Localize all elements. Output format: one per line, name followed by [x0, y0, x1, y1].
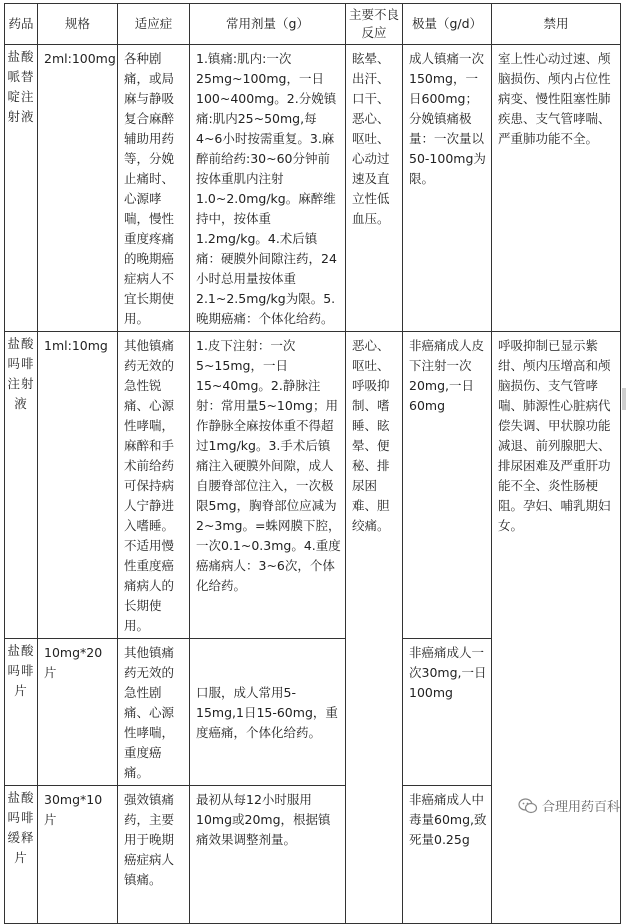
dose-cell: 1.镇痛:肌内:一次25mg~100mg，一日100~400mg。2.分娩镇痛:肌内25~50mg,每4~6小时按需重复。3.麻醉前给药:30~60分钟前按体重肌内注射1.0~2.0mg/kg。麻醉维持中，按体重1.2mg/kg。4.术后镇痛：硬膜外间隙注药，24小时总用量按体重2.1~2.5mg/kg为限。5.晚期癌痛：个体化给药。: [190, 45, 346, 332]
header-max: 极量（g/d）: [403, 4, 492, 45]
drug-table: [4, 3, 621, 924]
contra-cell: 呼吸抑制已显示紫绀、颅内压增高和颅脑损伤、支气管哮喘、肺源性心脏病代偿失调、甲状腺功能减退、前列腺肥大、排尿困难及严重肝功能不全、炎性肠梗阻。孕妇、哺乳期妇女。: [492, 332, 621, 924]
table-row: [5, 332, 621, 639]
header-indication: 适应症: [118, 4, 190, 45]
adverse-cell: 眩晕、出汗、口干、恶心、呕吐、心动过速及直立性低血压。: [346, 45, 403, 332]
header-spec: 规格: [38, 4, 118, 45]
indication-cell: 其他镇痛药无效的急性剧痛、心源性哮喘，重度癌痛。: [118, 639, 190, 786]
drug-name: 盐酸哌替啶注射液: [5, 45, 38, 332]
drug-name: 盐酸吗啡缓释片: [5, 786, 38, 924]
drug-name: 盐酸吗啡片: [5, 639, 38, 786]
max-cell: 非癌痛成人一次30mg,一日100mg: [403, 639, 492, 786]
spec-cell: 10mg*20片: [38, 639, 118, 786]
spec-cell: 1ml:10mg: [38, 332, 118, 639]
watermark: [518, 796, 620, 815]
max-cell: 成人镇痛一次150mg，一日600mg；分娩镇痛极量：一次量以50-100mg为限。: [403, 45, 492, 332]
table-row: [5, 45, 621, 332]
dose-cell: 最初从每12小时服用10mg或20mg，根据镇痛效果调整剂量。: [190, 786, 346, 924]
max-cell: 非癌痛成人皮下注射一次20mg,一日60mg: [403, 332, 492, 639]
header-contra: 禁用: [492, 4, 621, 45]
spec-cell: 30mg*10片: [38, 786, 118, 924]
indication-cell: 其他镇痛药无效的急性锐痛、心源性哮喘，麻醉和手术前给药可保持病人宁静进入嗜睡。不适用慢性重度癌痛病人的长期使用。: [118, 332, 190, 639]
contra-cell: 室上性心动过速、颅脑损伤、颅内占位性病变、慢性阻塞性肺疾患、支气管哮喘、严重肺功能不全。: [492, 45, 621, 332]
spec-cell: 2ml:100mg: [38, 45, 118, 332]
indication-cell: 各种剧痛，或局麻与静吸复合麻醉辅助用药等，分娩止痛时、心源哮喘，慢性重度疼痛的晚期癌症病人不宜长期使用。: [118, 45, 190, 332]
header-drug: 药品: [5, 4, 38, 45]
watermark-text: 合理用药百科: [541, 800, 620, 815]
header-dose: 常用剂量（g）: [190, 4, 346, 45]
scrollbar[interactable]: [622, 388, 626, 410]
dose-cell: 1.皮下注射：一次5~15mg，一日15~40mg。2.静脉注射：常用量5~10mg；用作静脉全麻按体重不得超过1mg/kg。3.手术后镇痛注入硬膜外间隙，成人自腰脊部位注入，一次极限5mg，胸脊部位应减为2~3mg。=蛛网膜下腔，一次0.1~0.3mg。4.重度癌痛病人：3~6次，个体化给药。: [190, 332, 346, 639]
adverse-cell: 恶心、呕吐、呼吸抑制、嗜睡、眩晕、便秘、排尿困难、胆绞痛。: [346, 332, 403, 924]
wechat-icon: [518, 798, 538, 814]
drug-name: 盐酸吗啡注射液: [5, 332, 38, 639]
indication-cell: 强效镇痛药，主要用于晚期癌症病人镇痛。: [118, 786, 190, 924]
max-cell: 非癌痛成人中毒量60mg,致死量0.25g: [403, 786, 492, 924]
header-adverse: 主要不良反应: [346, 4, 403, 45]
dose-cell: 口服，成人常用5-15mg,1日15-60mg，重度癌痛，个体化给药。: [190, 639, 346, 786]
